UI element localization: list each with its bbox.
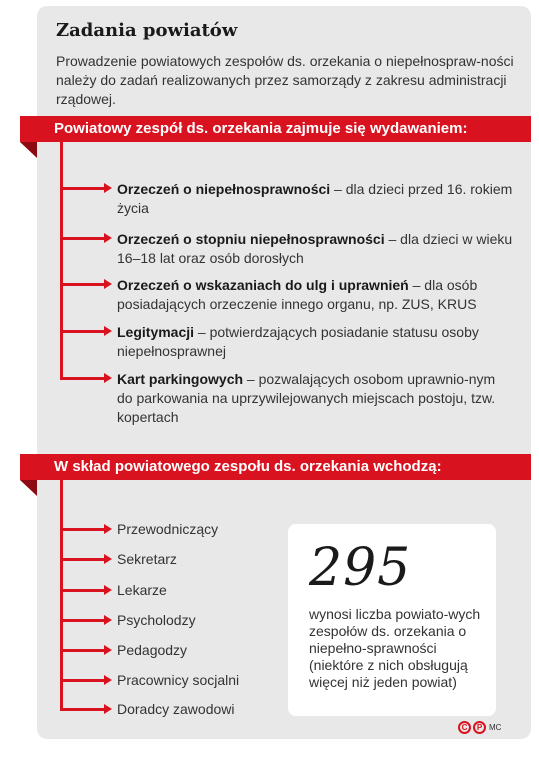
- item-text: – potwierdzających posiadanie statusu osoby niepełnosprawnej: [117, 324, 479, 359]
- branch-line: [60, 377, 105, 380]
- arrow-icon: [104, 279, 112, 289]
- section2-connector-line: [60, 480, 63, 710]
- arrow-icon: [104, 233, 112, 243]
- arrow-icon: [104, 585, 112, 595]
- item-title: Orzeczeń o niepełnosprawności: [117, 181, 331, 197]
- branch-line: [60, 330, 105, 333]
- arrow-icon: [104, 675, 112, 685]
- list-item: [117, 323, 517, 361]
- intro-paragraph: Prowadzenie powiatowych zespołów ds. orzekania o niepełnospraw-ności należy do zadań realizowanych przez samorządy z zakresu administracji rządowej.: [56, 53, 514, 107]
- copyright-c-icon: C: [458, 721, 471, 734]
- member-item: Przewodniczący: [117, 521, 219, 537]
- list-item: [117, 370, 509, 427]
- section1-heading: Powiatowy zespół ds. orzekania zajmuje się wydawaniem:: [37, 116, 531, 142]
- stat-description: wynosi liczba powiato-wych zespołów ds. orzekania o niepełno-sprawności (niektóre z nich obsługują więcej niż jeden powiat): [309, 606, 481, 690]
- branch-line: [60, 187, 105, 190]
- stat-number: 295: [309, 538, 412, 598]
- branch-line: [60, 619, 105, 622]
- item-title: Orzeczeń o wskazaniach do ulg i uprawnień: [117, 277, 409, 293]
- arrow-icon: [104, 524, 112, 534]
- arrow-icon: [104, 704, 112, 714]
- item-text: – dla dzieci przed 16. rokiem życia: [117, 181, 513, 216]
- branch-line: [60, 589, 105, 592]
- item-text: – dla dzieci w wieku 16–18 lat oraz osób dorosłych: [117, 231, 513, 266]
- arrow-icon: [104, 373, 112, 383]
- section1-connector-line: [60, 142, 63, 380]
- item-title: Orzeczeń o stopniu niepełnosprawności: [117, 231, 385, 247]
- author-credit: MC: [489, 723, 502, 732]
- member-item: Doradcy zawodowi: [117, 701, 235, 717]
- arrow-icon: [104, 183, 112, 193]
- item-title: Legitymacji: [117, 324, 195, 340]
- item-title: Kart parkingowych: [117, 371, 244, 387]
- section2-heading: W skład powiatowego zespołu ds. orzekania wchodzą:: [37, 454, 531, 480]
- arrow-icon: [104, 554, 112, 564]
- member-item: Pedagodzy: [117, 642, 188, 658]
- branch-line: [60, 283, 105, 286]
- branch-line: [60, 528, 105, 531]
- branch-line: [60, 558, 105, 561]
- list-item: [117, 180, 517, 218]
- banner-tab: [20, 454, 37, 480]
- member-item: Psycholodzy: [117, 612, 196, 628]
- member-item: Sekretarz: [117, 551, 177, 567]
- arrow-icon: [104, 615, 112, 625]
- branch-line: [60, 679, 105, 682]
- branch-line: [60, 708, 105, 711]
- branch-line: [60, 237, 105, 240]
- copyright-p-icon: P: [473, 721, 486, 734]
- banner-tab: [20, 116, 37, 142]
- list-item: [117, 230, 517, 268]
- banner-fold: [20, 480, 37, 496]
- member-item: Lekarze: [117, 582, 167, 598]
- item-text: – dla osób posiadających orzeczenie innego organu, np. ZUS, KRUS: [117, 277, 478, 312]
- banner-fold: [20, 142, 37, 158]
- member-item: Pracownicy socjalni: [117, 672, 240, 688]
- page-title: Zadania powiatów: [56, 20, 238, 41]
- branch-line: [60, 649, 105, 652]
- arrow-icon: [104, 326, 112, 336]
- list-item: [117, 276, 517, 314]
- arrow-icon: [104, 645, 112, 655]
- item-text: – pozwalających osobom uprawnio-nym do parkowania na uprzywilejowanych miejscach postoju, tzw. kopertach: [117, 371, 496, 425]
